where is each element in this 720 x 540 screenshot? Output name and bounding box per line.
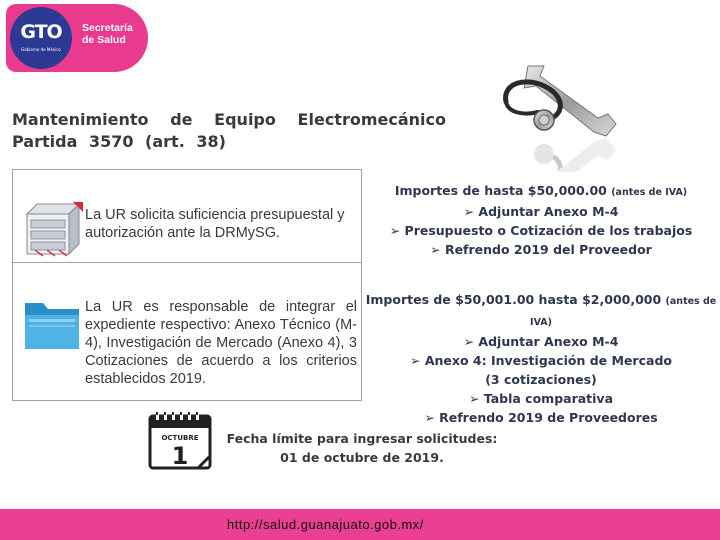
tier2-item: ➢ Tabla comparativa <box>362 389 720 408</box>
server-icon <box>21 200 83 258</box>
logo-subtitle: Gobierno de México <box>21 47 61 52</box>
tier2-heading-line <box>362 290 720 332</box>
step-box-file <box>12 262 362 401</box>
calendar-month: OCTUBRE <box>161 434 199 442</box>
logo-brand: GTO <box>20 21 62 43</box>
tier1-heading: Importes de hasta $50,000.00 <box>394 183 607 198</box>
stethoscope-wrench-icon <box>498 62 620 172</box>
tier1-requirements <box>362 181 720 259</box>
logo-circle <box>10 7 72 69</box>
calendar-day: 1 <box>171 442 189 470</box>
tier2-requirements <box>362 290 720 427</box>
logo-department: Secretaría de Salud <box>82 22 133 46</box>
footer-bar <box>0 509 720 540</box>
folder-icon <box>21 293 83 353</box>
tier1-item: ➢ Presupuesto o Cotización de los trabajos <box>362 221 720 240</box>
file-text: La UR es responsable de integrar el expediente respectivo: Anexo Técnico (M-4), Investigación de Mercado (Anexo 4), 3 Cotizaciones de acuerdo a los criterios establecidos 2019. <box>85 299 357 387</box>
page-title: Mantenimiento de Equipo Electromecánico Partida 3570 (art. 38) <box>12 110 446 151</box>
tier2-note: (antes de IVA) <box>530 296 717 328</box>
tier1-item: ➢ Adjuntar Anexo M-4 <box>362 202 720 221</box>
tier2-item: ➢ Anexo 4: Investigación de Mercado (3 cotizaciones) <box>362 351 720 389</box>
deadline-text: Fecha límite para ingresar solicitudes: 01 de octubre de 2019. <box>226 431 498 465</box>
tier2-item: ➢ Refrendo 2019 de Proveedores <box>362 408 720 427</box>
tier2-heading: Importes de $50,001.00 hasta $2,000,000 <box>365 292 662 307</box>
secretaria-salud-logo <box>6 4 148 72</box>
footer-url-link[interactable]: http://salud.guanajuato.gob.mx/ <box>227 517 424 532</box>
tier1-heading-line <box>362 181 720 202</box>
tier1-note: (antes de IVA) <box>611 187 688 198</box>
tier1-item: ➢ Refrendo 2019 del Proveedor <box>362 240 720 259</box>
budget-text: La UR solicita suficiencia presupuestal y autorización ante la DRMySG. <box>85 207 345 241</box>
tier2-item: ➢ Adjuntar Anexo M-4 <box>362 332 720 351</box>
calendar-icon <box>148 412 214 472</box>
